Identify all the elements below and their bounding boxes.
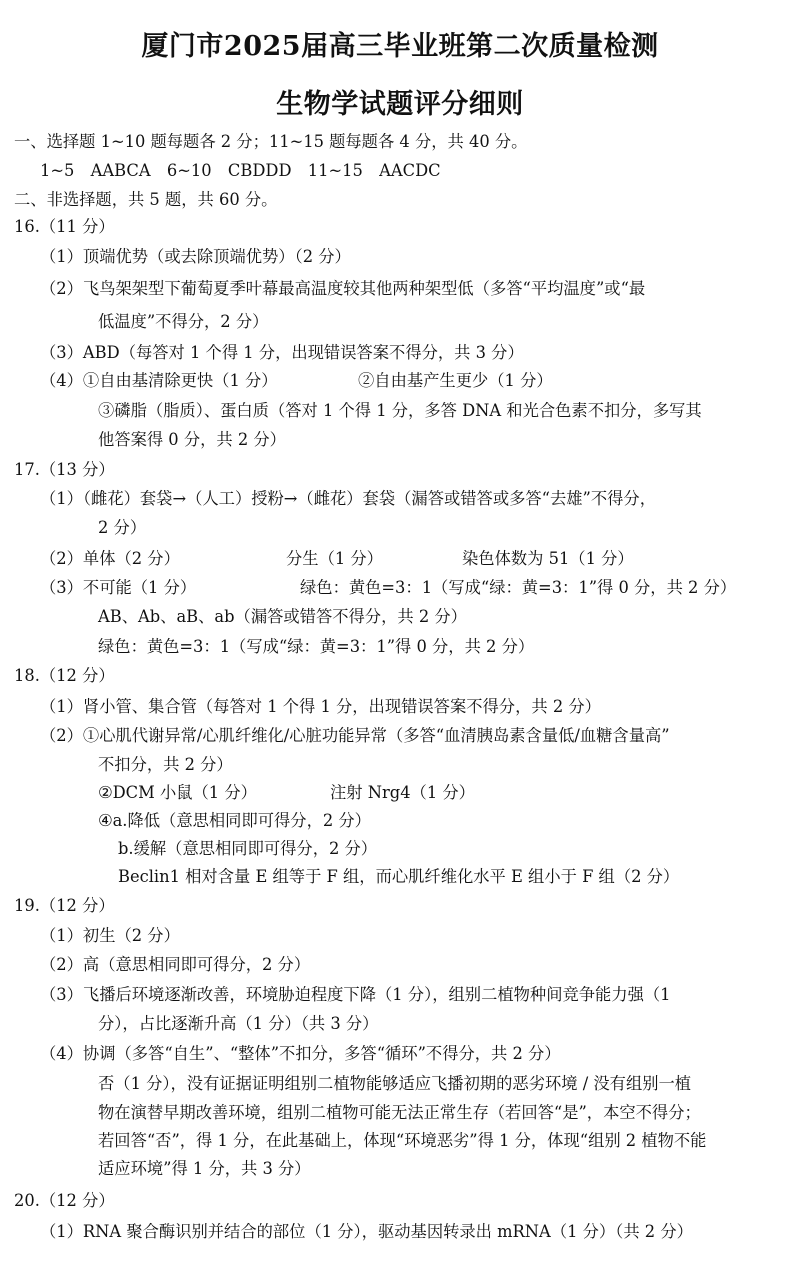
q19-number: 19.（12 分） xyxy=(14,896,115,915)
q17-answer-3b: 绿色：黄色=3：1（写成“绿：黄=3：1”得 0 分，共 2 分） xyxy=(300,578,737,597)
q18-answer-2-line3b: 注射 Nrg4（1 分） xyxy=(330,783,475,802)
section-1-heading: 一、选择题 1~10 题每题各 2 分；11~15 题每题各 4 分，共 40 分。 xyxy=(14,132,528,151)
q16-answer-1: （1）顶端优势（或去除顶端优势）（2 分） xyxy=(40,247,351,266)
q19-answer-4-line2: 否（1 分），没有证据证明组别二植物能够适应飞播初期的恶劣环境 / 没有组别一植 xyxy=(98,1074,692,1093)
q17-answer-3-line3: 绿色：黄色=3：1（写成“绿：黄=3：1”得 0 分，共 2 分） xyxy=(98,637,535,656)
q20-number: 20.（12 分） xyxy=(14,1191,115,1210)
q18-answer-2-line1: （2）①心肌代谢异常/心肌纤维化/心脏功能异常（多答“血清胰岛素含量低/血糖含量高” xyxy=(40,726,670,745)
q17-answer-2a: （2）单体（2 分） xyxy=(40,549,180,568)
q16-answer-2-line1: （2）飞鸟架架型下葡萄夏季叶幕最高温度较其他两种架型低（多答“平均温度”或“最 xyxy=(40,279,646,298)
q18-answer-2-line6: Beclin1 相对含量 E 组等于 F 组，而心肌纤维化水平 E 组小于 F 组（2 分） xyxy=(118,867,680,886)
q19-answer-3-line2: 分），占比逐渐升高（1 分）（共 3 分） xyxy=(98,1014,379,1033)
q18-answer-2-line5: b.缓解（意思相同即可得分，2 分） xyxy=(118,839,378,858)
q19-answer-4-line3: 物在演替早期改善环境，组别二植物可能无法正常生存（若回答“是”，本空不得分； xyxy=(98,1103,701,1122)
q19-answer-2: （2）高（意思相同即可得分，2 分） xyxy=(40,955,311,974)
q20-answer-1: （1）RNA 聚合酶识别并结合的部位（1 分），驱动基因转录出 mRNA（1 分）（共 2 分） xyxy=(40,1222,693,1241)
section-2-heading: 二、非选择题，共 5 题，共 60 分。 xyxy=(14,190,278,209)
q18-number: 18.（12 分） xyxy=(14,666,115,685)
q16-answer-4-line2: ③磷脂（脂质）、蛋白质（答对 1 个得 1 分，多答 DNA 和光合色素不扣分，多写其 xyxy=(98,401,702,420)
q17-answer-3a: （3）不可能（1 分） xyxy=(40,578,197,597)
q17-answer-2b: 分生（1 分） xyxy=(286,549,383,568)
q19-answer-4-line5: 适应环境”得 1 分，共 3 分） xyxy=(98,1159,311,1178)
q17-answer-1-line2: 2 分） xyxy=(98,518,147,537)
q17-answer-1-line1: （1）（雌花）套袋→（人工）授粉→（雌花）套袋（漏答或错答或多答“去雄”不得分， xyxy=(40,489,656,508)
q16-answer-4-line1b: ②自由基产生更少（1 分） xyxy=(358,371,553,390)
q18-answer-1: （1）肾小管、集合管（每答对 1 个得 1 分，出现错误答案不得分，共 2 分） xyxy=(40,697,601,716)
q16-answer-2-line2: 低温度”不得分，2 分） xyxy=(98,312,269,331)
q19-answer-4-line1: （4）协调（多答“自生”、“整体”不扣分，多答“循环”不得分，共 2 分） xyxy=(40,1044,561,1063)
section-1-answers: 1~5 AABCA 6~10 CBDDD 11~15 AACDC xyxy=(40,161,441,180)
q16-number: 16.（11 分） xyxy=(14,217,115,236)
q18-answer-2-line4: ④a.降低（意思相同即可得分，2 分） xyxy=(98,811,371,830)
q17-answer-3-line2: AB、Ab、aB、ab（漏答或错答不得分，共 2 分） xyxy=(98,607,467,626)
q16-answer-4-line1a: （4）①自由基清除更快（1 分） xyxy=(40,371,278,390)
q17-answer-2c: 染色体数为 51（1 分） xyxy=(462,549,634,568)
q17-number: 17.（13 分） xyxy=(14,460,115,479)
q18-answer-2-line2: 不扣分，共 2 分） xyxy=(98,755,233,774)
document-subtitle: 生物学试题评分细则 xyxy=(276,89,524,120)
q18-answer-2-line3a: ②DCM 小鼠（1 分） xyxy=(98,783,257,802)
document-title: 厦门市2025届高三毕业班第二次质量检测 xyxy=(141,31,659,62)
q19-answer-1: （1）初生（2 分） xyxy=(40,926,180,945)
q19-answer-4-line4: 若回答“否”，得 1 分，在此基础上，体现“环境恶劣”得 1 分，体现“组别 2 植物不能 xyxy=(98,1131,707,1150)
q16-answer-4-line3: 他答案得 0 分，共 2 分） xyxy=(98,430,286,449)
q19-answer-3-line1: （3）飞播后环境逐渐改善，环境胁迫程度下降（1 分），组别二植物种间竞争能力强（1 xyxy=(40,985,671,1004)
q16-answer-3: （3）ABD（每答对 1 个得 1 分，出现错误答案不得分，共 3 分） xyxy=(40,343,524,362)
